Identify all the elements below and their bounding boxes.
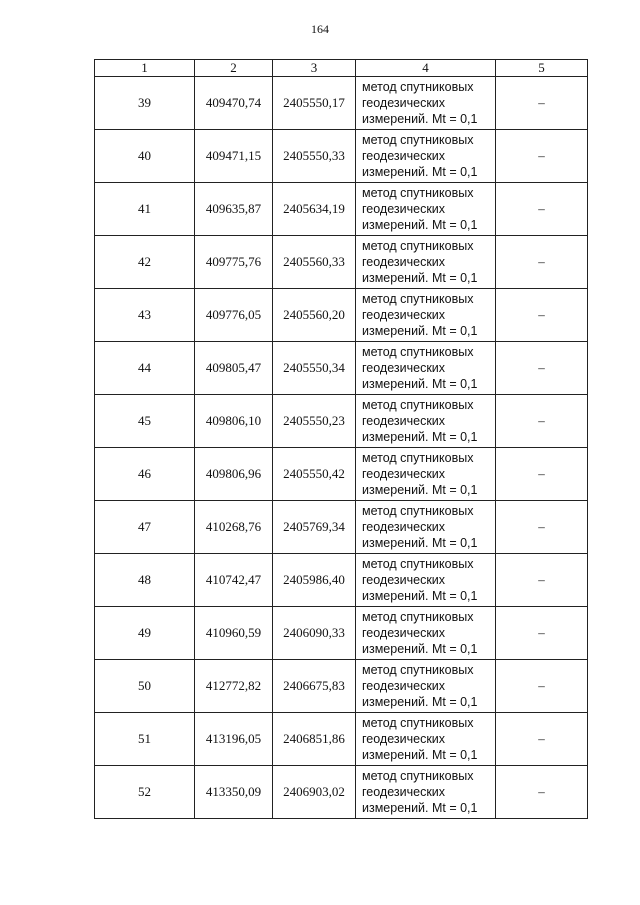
x-coordinate-cell: 409806,96 [195, 448, 273, 501]
method-cell: метод спутниковых геодезических измерений. Mt = 0,1 [356, 342, 496, 395]
y-coordinate-cell: 2405560,20 [273, 289, 356, 342]
table-row [95, 660, 588, 713]
y-coordinate-cell: 2405634,19 [273, 183, 356, 236]
method-cell: метод спутниковых геодезических измерений. Mt = 0,1 [356, 660, 496, 713]
table-row [95, 501, 588, 554]
column-header-3: 3 [273, 60, 356, 77]
method-cell: метод спутниковых геодезических измерений. Mt = 0,1 [356, 607, 496, 660]
note-cell: – [496, 660, 588, 713]
x-coordinate-cell: 413350,09 [195, 766, 273, 819]
x-coordinate-cell: 409775,76 [195, 236, 273, 289]
method-cell: метод спутниковых геодезических измерений. Mt = 0,1 [356, 448, 496, 501]
method-cell: метод спутниковых геодезических измерений. Mt = 0,1 [356, 395, 496, 448]
y-coordinate-cell: 2405560,33 [273, 236, 356, 289]
method-cell: метод спутниковых геодезических измерений. Mt = 0,1 [356, 289, 496, 342]
point-number-cell: 42 [95, 236, 195, 289]
column-header-2: 2 [195, 60, 273, 77]
x-coordinate-cell: 409806,10 [195, 395, 273, 448]
y-coordinate-cell: 2405550,42 [273, 448, 356, 501]
note-cell: – [496, 236, 588, 289]
y-coordinate-cell: 2405550,17 [273, 77, 356, 130]
table-row [95, 130, 588, 183]
page-number: 164 [311, 22, 329, 36]
note-cell: – [496, 183, 588, 236]
note-cell: – [496, 554, 588, 607]
y-coordinate-cell: 2405550,34 [273, 342, 356, 395]
column-header-5: 5 [496, 60, 588, 77]
table-row [95, 607, 588, 660]
table-row [95, 342, 588, 395]
method-cell: метод спутниковых геодезических измерений. Mt = 0,1 [356, 130, 496, 183]
note-cell: – [496, 395, 588, 448]
table-row [95, 554, 588, 607]
point-number-cell: 39 [95, 77, 195, 130]
x-coordinate-cell: 409805,47 [195, 342, 273, 395]
note-cell: – [496, 713, 588, 766]
point-number-cell: 52 [95, 766, 195, 819]
point-number-cell: 43 [95, 289, 195, 342]
point-number-cell: 47 [95, 501, 195, 554]
method-cell: метод спутниковых геодезических измерений. Mt = 0,1 [356, 77, 496, 130]
point-number-cell: 46 [95, 448, 195, 501]
table-row [95, 236, 588, 289]
x-coordinate-cell: 412772,82 [195, 660, 273, 713]
y-coordinate-cell: 2406851,86 [273, 713, 356, 766]
table-header-row [95, 60, 588, 77]
y-coordinate-cell: 2405550,23 [273, 395, 356, 448]
point-number-cell: 44 [95, 342, 195, 395]
x-coordinate-cell: 413196,05 [195, 713, 273, 766]
method-cell: метод спутниковых геодезических измерений. Mt = 0,1 [356, 183, 496, 236]
table-row [95, 395, 588, 448]
column-header-1: 1 [95, 60, 195, 77]
point-number-cell: 45 [95, 395, 195, 448]
note-cell: – [496, 77, 588, 130]
note-cell: – [496, 289, 588, 342]
coordinates-table [94, 59, 588, 819]
note-cell: – [496, 448, 588, 501]
note-cell: – [496, 342, 588, 395]
point-number-cell: 48 [95, 554, 195, 607]
x-coordinate-cell: 409470,74 [195, 77, 273, 130]
y-coordinate-cell: 2406903,02 [273, 766, 356, 819]
x-coordinate-cell: 409471,15 [195, 130, 273, 183]
method-cell: метод спутниковых геодезических измерений. Mt = 0,1 [356, 554, 496, 607]
y-coordinate-cell: 2406090,33 [273, 607, 356, 660]
method-cell: метод спутниковых геодезических измерений. Mt = 0,1 [356, 766, 496, 819]
table-row [95, 77, 588, 130]
x-coordinate-cell: 409635,87 [195, 183, 273, 236]
x-coordinate-cell: 410742,47 [195, 554, 273, 607]
table-row [95, 289, 588, 342]
note-cell: – [496, 130, 588, 183]
point-number-cell: 40 [95, 130, 195, 183]
table-row [95, 448, 588, 501]
method-cell: метод спутниковых геодезических измерений. Mt = 0,1 [356, 501, 496, 554]
point-number-cell: 41 [95, 183, 195, 236]
table-body [95, 77, 588, 819]
method-cell: метод спутниковых геодезических измерений. Mt = 0,1 [356, 236, 496, 289]
y-coordinate-cell: 2405550,33 [273, 130, 356, 183]
x-coordinate-cell: 409776,05 [195, 289, 273, 342]
point-number-cell: 50 [95, 660, 195, 713]
point-number-cell: 51 [95, 713, 195, 766]
table-row [95, 766, 588, 819]
note-cell: – [496, 766, 588, 819]
note-cell: – [496, 501, 588, 554]
table-row [95, 183, 588, 236]
method-cell: метод спутниковых геодезических измерений. Mt = 0,1 [356, 713, 496, 766]
x-coordinate-cell: 410960,59 [195, 607, 273, 660]
column-header-4: 4 [356, 60, 496, 77]
y-coordinate-cell: 2406675,83 [273, 660, 356, 713]
table-row [95, 713, 588, 766]
y-coordinate-cell: 2405769,34 [273, 501, 356, 554]
point-number-cell: 49 [95, 607, 195, 660]
y-coordinate-cell: 2405986,40 [273, 554, 356, 607]
x-coordinate-cell: 410268,76 [195, 501, 273, 554]
note-cell: – [496, 607, 588, 660]
